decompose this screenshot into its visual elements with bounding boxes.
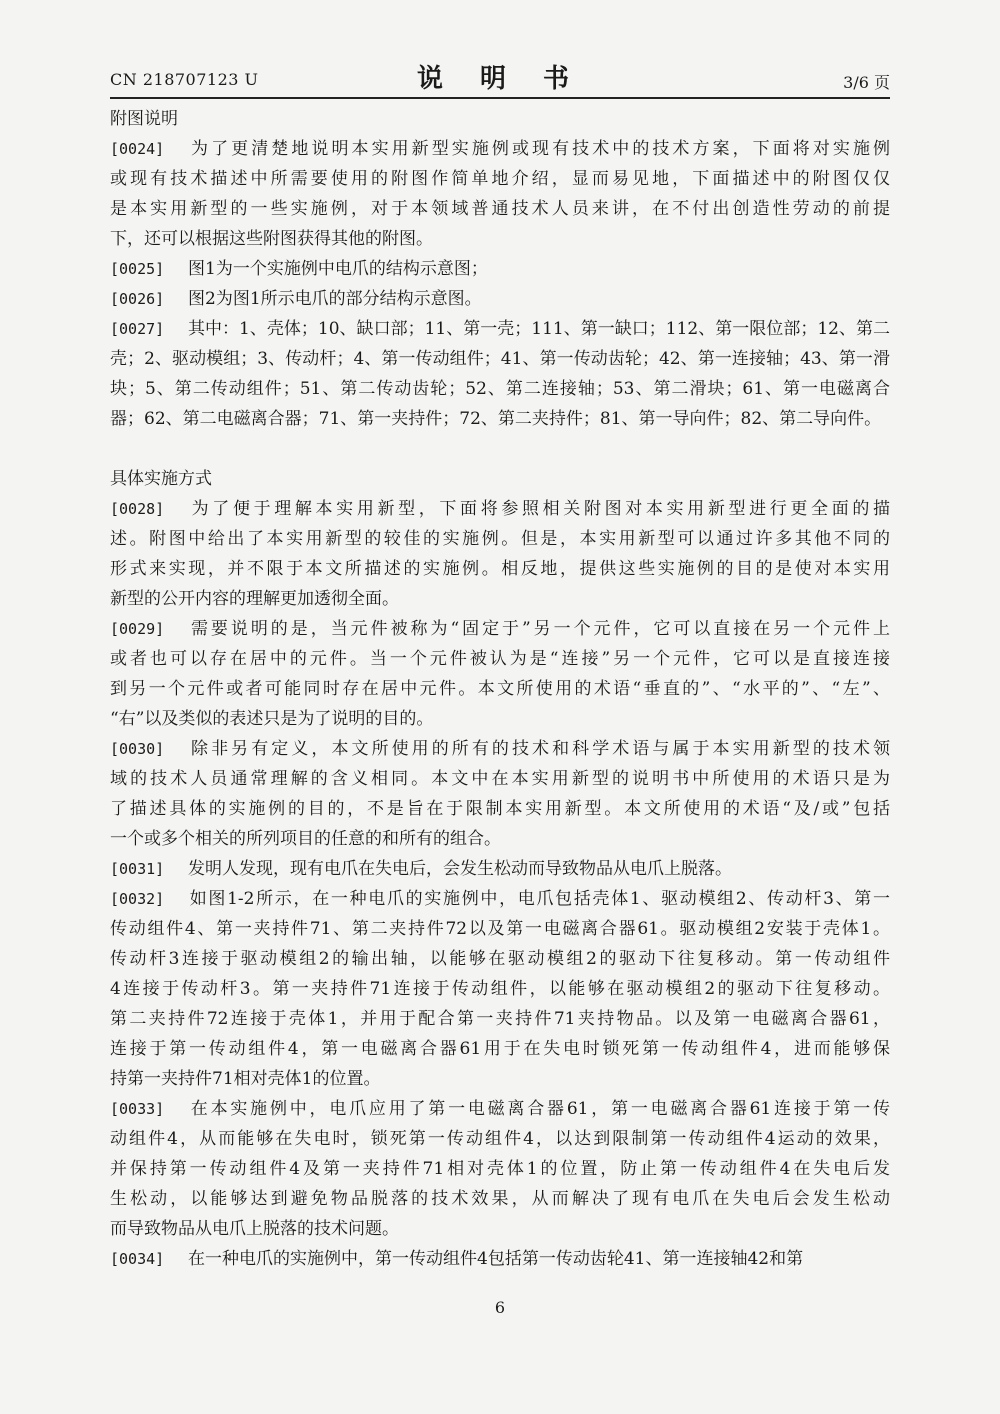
paragraph-number: [0033]	[110, 1100, 165, 1118]
line-text: 除非另有定义，本文所使用的所有的技术和科学术语与属于本实用新型的技术领	[188, 739, 890, 759]
paragraph-number: [0027]	[110, 320, 165, 338]
paragraph	[110, 494, 890, 614]
text-line: 连接于第一传动组件4，第一电磁离合器61用于在失电时锁死第一传动组件4，进而能够保	[110, 1039, 890, 1059]
text-line: 块；5、第二传动组件；51、第二传动齿轮；52、第二连接轴；53、第二滑块；61、第一电磁离合	[110, 379, 890, 399]
text-line: 域的技术人员通常理解的含义相同。本文中在本实用新型的说明书中所使用的术语只是为	[110, 769, 890, 789]
line-text: 为了更清楚地说明本实用新型实施例或现有技术中的技术方案，下面将对实施例	[188, 139, 890, 159]
paragraph	[110, 254, 890, 284]
text-line: 生松动，以能够达到避免物品脱落的技术效果，从而解决了现有电爪在失电后会发生松动	[110, 1189, 890, 1209]
paragraph-number: [0028]	[110, 500, 165, 518]
text-line	[110, 134, 890, 164]
text-line: 或现有技术描述中所需要使用的附图作简单地介绍，显而易见地，下面描述中的附图仅仅	[110, 169, 890, 189]
paragraph	[110, 854, 890, 884]
text-line: 到另一个元件或者可能同时存在居中元件。本文所使用的术语“垂直的”、“水平的”、“左”、	[110, 679, 890, 699]
paragraph	[110, 314, 890, 434]
paragraph	[110, 614, 890, 734]
text-line: 并保持第一传动组件4及第一夹持件71相对壳体1的位置，防止第一传动组件4在失电后发	[110, 1159, 890, 1179]
text-line	[110, 1244, 890, 1274]
page-of: 3/6 页	[843, 73, 890, 92]
paragraph-number: [0024]	[110, 140, 165, 158]
text-line: 下，还可以根据这些附图获得其他的附图。	[110, 229, 433, 249]
line-text: 图2为图1所示电爪的部分结构示意图。	[188, 289, 482, 309]
text-line	[110, 854, 890, 884]
doc-number: CN 218707123 U	[110, 70, 259, 89]
text-line: 形式来实现，并不限于本文所描述的实施例。相反地，提供这些实施例的目的是使对本实用	[110, 559, 890, 579]
text-line	[110, 254, 890, 284]
paragraph	[110, 734, 890, 854]
text-line	[110, 884, 890, 914]
section-gap	[110, 434, 890, 464]
text-line	[110, 614, 890, 644]
line-text: 发明人发现，现有电爪在失电后，会发生松动而导致物品从电爪上脱落。	[188, 859, 732, 879]
paragraph-number: [0029]	[110, 620, 165, 638]
line-text: 如图1-2所示，在一种电爪的实施例中，电爪包括壳体1、驱动模组2、传动杆3、第一	[188, 889, 890, 909]
line-text: 在本实施例中，电爪应用了第一电磁离合器61，第一电磁离合器61连接于第一传	[188, 1099, 890, 1119]
text-line: “右”以及类似的表述只是为了说明的目的。	[110, 709, 434, 729]
text-line: 4连接于传动杆3。第一夹持件71连接于传动组件，以能够在驱动模组2的驱动下往复移动。	[110, 979, 890, 999]
text-line: 了描述具体的实施例的目的，不是旨在于限制本实用新型。本文所使用的术语“及/或”包括	[110, 799, 890, 819]
line-text: 为了便于理解本实用新型，下面将参照相关附图对本实用新型进行更全面的描	[188, 499, 890, 519]
text-line	[110, 314, 890, 344]
text-line: 壳；2、驱动模组；3、传动杆；4、第一传动组件；41、第一传动齿轮；42、第一连接轴；43、第一滑	[110, 349, 890, 369]
text-line: 传动组件4、第一夹持件71、第二夹持件72以及第一电磁离合器61。驱动模组2安装于壳体1。	[110, 919, 890, 939]
paragraph	[110, 884, 890, 1094]
line-text: 需要说明的是，当元件被称为“固定于”另一个元件，它可以直接在另一个元件上	[188, 619, 890, 639]
line-text: 在一种电爪的实施例中，第一传动组件4包括第一传动齿轮41、第一连接轴42和第	[188, 1249, 804, 1269]
paragraph-number: [0032]	[110, 890, 165, 908]
page-number: 6	[494, 1298, 506, 1317]
paragraph-number: [0025]	[110, 260, 165, 278]
text-line	[110, 284, 890, 314]
text-line: 第二夹持件72连接于壳体1，并用于配合第一夹持件71夹持物品。以及第一电磁离合器61，	[110, 1009, 890, 1029]
section-heading-figures: 附图说明	[110, 109, 178, 129]
text-line: 新型的公开内容的理解更加透彻全面。	[110, 589, 399, 609]
text-line: 持第一夹持件71相对壳体1的位置。	[110, 1069, 381, 1089]
paragraph-number: [0026]	[110, 290, 165, 308]
text-line: 述。附图中给出了本实用新型的较佳的实施例。但是，本实用新型可以通过许多其他不同的	[110, 529, 890, 549]
text-line: 或者也可以存在居中的元件。当一个元件被认为是“连接”另一个元件，它可以是直接连接	[110, 649, 890, 669]
text-line	[110, 1094, 890, 1124]
text-line: 是本实用新型的一些实施例，对于本领域普通技术人员来讲，在不付出创造性劳动的前提	[110, 199, 890, 219]
paragraph	[110, 1244, 890, 1274]
text-line: 一个或多个相关的所列项目的任意的和所有的组合。	[110, 829, 501, 849]
paragraph-number: [0034]	[110, 1250, 165, 1268]
paragraph	[110, 284, 890, 314]
page-title: 说 明 书	[416, 64, 584, 94]
text-line: 动组件4，从而能够在失电时，锁死第一传动组件4，以达到限制第一传动组件4运动的效果，	[110, 1129, 890, 1149]
header-rule	[110, 97, 890, 99]
document-body	[110, 104, 890, 1274]
paragraph	[110, 1094, 890, 1244]
text-line: 传动杆3连接于驱动模组2的输出轴，以能够在驱动模组2的驱动下往复移动。第一传动组件	[110, 949, 890, 969]
line-text: 其中：1、壳体；10、缺口部；11、第一壳；111、第一缺口；112、第一限位部；12、第二	[188, 319, 890, 339]
line-text: 图1为一个实施例中电爪的结构示意图；	[188, 259, 488, 279]
text-line: 而导致物品从电爪上脱落的技术问题。	[110, 1219, 399, 1239]
paragraph	[110, 134, 890, 254]
text-line	[110, 494, 890, 524]
paragraph-number: [0031]	[110, 860, 165, 878]
text-line	[110, 734, 890, 764]
section-heading-embodiment: 具体实施方式	[110, 469, 212, 489]
paragraph-number: [0030]	[110, 740, 165, 758]
text-line: 器；62、第二电磁离合器；71、第一夹持件；72、第二夹持件；81、第一导向件；82、第二导向件。	[110, 409, 882, 429]
